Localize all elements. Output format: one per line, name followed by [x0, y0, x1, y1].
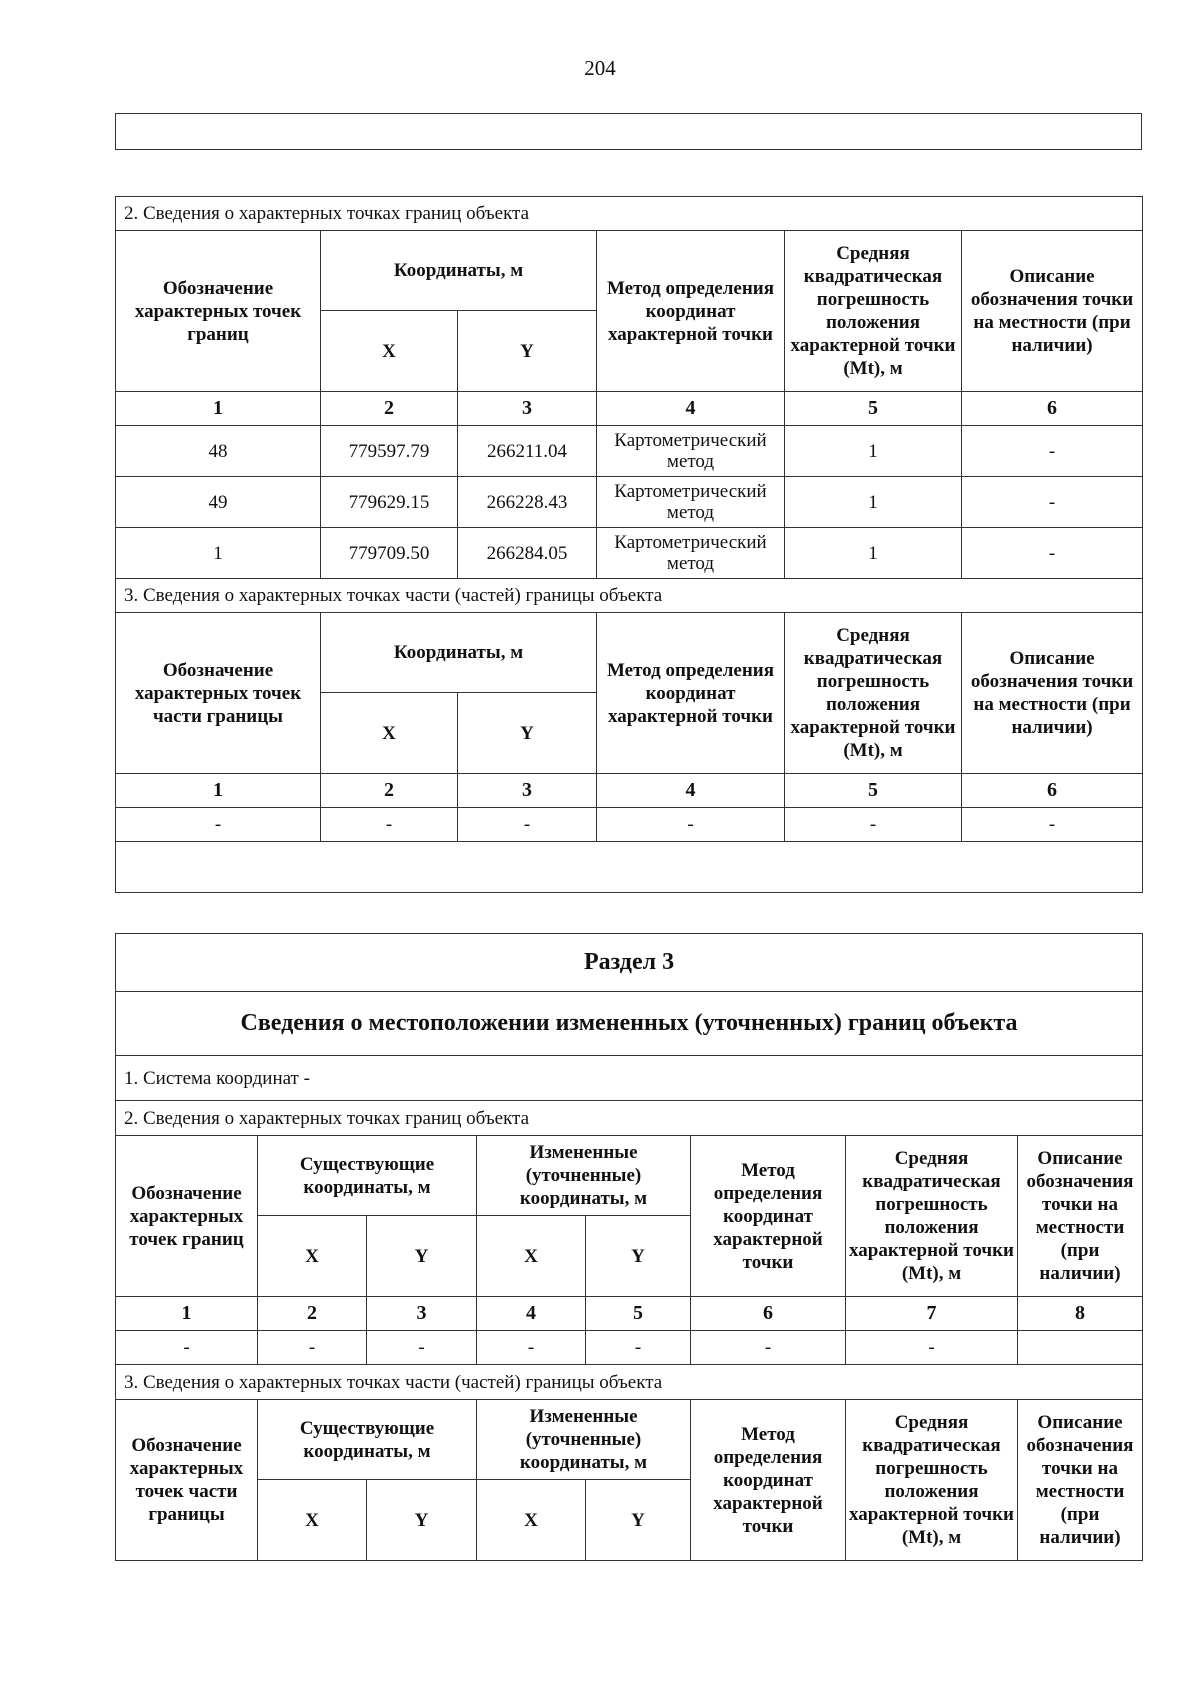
point-description: -: [962, 528, 1143, 579]
col-number: 3: [367, 1297, 477, 1331]
empty-cell: -: [586, 1331, 691, 1365]
method-header: Метод определения координат характерной точки: [691, 1136, 846, 1297]
description-header: Описание обозначения точки на местности (при наличии): [962, 231, 1143, 392]
point-designation: 1: [116, 528, 321, 579]
section-subheading: Сведения о местоположении измененных (уточненных) границ объекта: [116, 992, 1143, 1056]
designation-header: Обозначение характерных точек части границы: [116, 1400, 258, 1561]
error-header: Средняя квадратическая погрешность положения характерной точки (Mt), м: [846, 1400, 1018, 1561]
empty-cell: -: [258, 1331, 367, 1365]
empty-cell: -: [367, 1331, 477, 1365]
coords-header: Координаты, м: [321, 231, 597, 311]
empty-cell: -: [116, 1331, 258, 1365]
section2-title: 2. Сведения о характерных точках границ объекта: [116, 197, 1143, 231]
col-number: 2: [321, 392, 458, 426]
empty-cell: -: [477, 1331, 586, 1365]
y-header: Y: [367, 1216, 477, 1297]
designation-header: Обозначение характерных точек части границы: [116, 613, 321, 774]
empty-cell: -: [846, 1331, 1018, 1365]
y-header: Y: [586, 1216, 691, 1297]
empty-cell: -: [116, 808, 321, 842]
changed-coords-header: Измененные (уточненные) координаты, м: [477, 1400, 691, 1480]
col-number: 3: [458, 392, 597, 426]
empty-box: [115, 113, 1142, 150]
empty-cell: [1018, 1331, 1143, 1365]
x-header: X: [321, 311, 458, 392]
x-header: X: [477, 1480, 586, 1561]
col-number: 2: [258, 1297, 367, 1331]
col-number: 7: [846, 1297, 1018, 1331]
description-header: Описание обозначения точки на местности (при наличии): [1018, 1400, 1143, 1561]
col-number: 1: [116, 392, 321, 426]
table-row: [116, 477, 1143, 528]
empty-cell: -: [691, 1331, 846, 1365]
description-header: Описание обозначения точки на местности (при наличии): [962, 613, 1143, 774]
point-x: 779597.79: [321, 426, 458, 477]
section3-title: 3. Сведения о характерных точках части (частей) границы объекта: [116, 579, 1143, 613]
x-header: X: [258, 1216, 367, 1297]
x-header: X: [477, 1216, 586, 1297]
section2-title: 2. Сведения о характерных точках границ объекта: [116, 1101, 1143, 1136]
page-number: 204: [584, 56, 616, 80]
table-row: [116, 808, 1143, 842]
coord-system: 1. Система координат -: [116, 1056, 1143, 1101]
changed-coords-header: Измененные (уточненные) координаты, м: [477, 1136, 691, 1216]
col-number: 2: [321, 774, 458, 808]
point-description: -: [962, 477, 1143, 528]
designation-header: Обозначение характерных точек границ: [116, 231, 321, 392]
point-method: Картометрический метод: [597, 426, 785, 477]
section3-title: 3. Сведения о характерных точках части (частей) границы объекта: [116, 1365, 1143, 1400]
point-x: 779629.15: [321, 477, 458, 528]
existing-coords-header: Существующие координаты, м: [258, 1400, 477, 1480]
point-y: 266228.43: [458, 477, 597, 528]
point-method: Картометрический метод: [597, 528, 785, 579]
error-header: Средняя квадратическая погрешность положения характерной точки (Mt), м: [785, 231, 962, 392]
empty-cell: -: [962, 808, 1143, 842]
point-description: -: [962, 426, 1143, 477]
section-heading: Раздел 3: [116, 934, 1143, 992]
point-designation: 49: [116, 477, 321, 528]
col-number: 5: [785, 774, 962, 808]
col-number: 4: [597, 774, 785, 808]
table-row: [116, 1331, 1143, 1365]
description-header: Описание обозначения точки на местности (при наличии): [1018, 1136, 1143, 1297]
coords-header: Координаты, м: [321, 613, 597, 693]
col-number: 6: [691, 1297, 846, 1331]
table-row: [116, 528, 1143, 579]
y-header: Y: [586, 1480, 691, 1561]
y-header: Y: [458, 311, 597, 392]
col-number: 4: [597, 392, 785, 426]
x-header: X: [321, 693, 458, 774]
col-number: 4: [477, 1297, 586, 1331]
changed-boundary-table: [115, 933, 1143, 1561]
col-number: 8: [1018, 1297, 1143, 1331]
error-header: Средняя квадратическая погрешность положения характерной точки (Mt), м: [846, 1136, 1018, 1297]
blank-row: [116, 842, 1143, 893]
empty-cell: -: [458, 808, 597, 842]
y-header: Y: [367, 1480, 477, 1561]
method-header: Метод определения координат характерной точки: [597, 231, 785, 392]
error-header: Средняя квадратическая погрешность положения характерной точки (Mt), м: [785, 613, 962, 774]
boundary-points-table: [115, 196, 1143, 893]
col-number: 3: [458, 774, 597, 808]
designation-header: Обозначение характерных точек границ: [116, 1136, 258, 1297]
empty-cell: -: [321, 808, 458, 842]
col-number: 1: [116, 1297, 258, 1331]
point-error: 1: [785, 528, 962, 579]
existing-coords-header: Существующие координаты, м: [258, 1136, 477, 1216]
x-header: X: [258, 1480, 367, 1561]
point-designation: 48: [116, 426, 321, 477]
col-number: 6: [962, 392, 1143, 426]
y-header: Y: [458, 693, 597, 774]
point-x: 779709.50: [321, 528, 458, 579]
col-number: 5: [586, 1297, 691, 1331]
point-error: 1: [785, 426, 962, 477]
point-y: 266284.05: [458, 528, 597, 579]
col-number: 6: [962, 774, 1143, 808]
point-error: 1: [785, 477, 962, 528]
table-row: [116, 426, 1143, 477]
method-header: Метод определения координат характерной точки: [597, 613, 785, 774]
empty-cell: -: [785, 808, 962, 842]
col-number: 1: [116, 774, 321, 808]
empty-cell: -: [597, 808, 785, 842]
point-method: Картометрический метод: [597, 477, 785, 528]
method-header: Метод определения координат характерной точки: [691, 1400, 846, 1561]
col-number: 5: [785, 392, 962, 426]
point-y: 266211.04: [458, 426, 597, 477]
